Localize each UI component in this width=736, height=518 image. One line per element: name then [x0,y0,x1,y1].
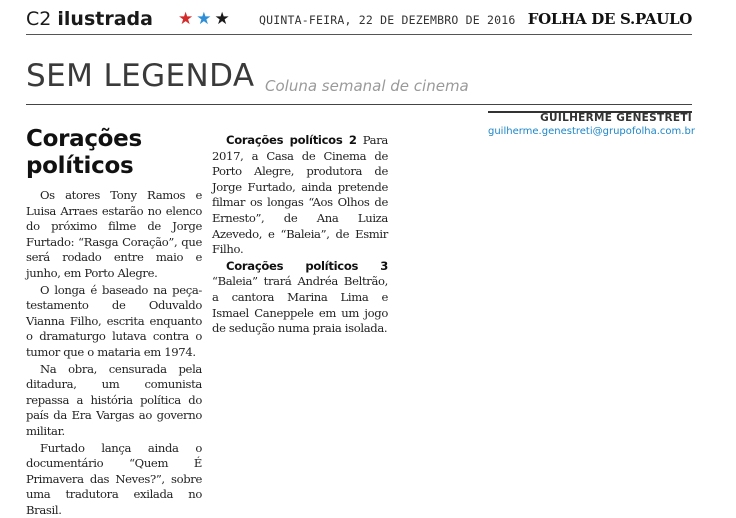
note-lead: Corações políticos 2 [226,133,357,147]
article-column-2 [212,133,388,337]
black-star-icon: ★ [215,9,233,29]
section-stars [178,8,233,30]
red-star-icon: ★ [178,9,196,29]
article-paragraph: Os atores Tony Ramos e Luisa Arraes estarão no elenco do próximo filme de Jorge Furtado: “Rasga Coração”, que será rodado entre maio e junho, em Porto Alegre. [26,188,202,282]
column-subtitle: Coluna semanal de cinema [265,76,469,96]
note-lead: Corações políticos 3 [226,259,388,273]
section-code: C2 [26,8,51,30]
article-headline: Corações políticos [26,126,202,180]
newspaper-logo: FOLHA DE S.PAULO [528,10,692,28]
author-name: GUILHERME GENESTRETI [488,112,692,125]
column-title: SEM LEGENDA [26,58,254,94]
title-divider [26,104,692,105]
author-byline [488,112,692,138]
section-label [26,7,153,31]
article-paragraph: Na obra, censurada pela ditadura, um comunista repassa a história política do país da Era Vargas ao governo militar. [26,362,202,440]
blue-star-icon: ★ [196,9,214,29]
note-text: “Baleia” trará Andréa Beltrão, a cantora Marina Lima e Ismael Caneppele em um jogo de sedução numa praia isolada. [212,274,388,335]
article-paragraph: Furtado lança ainda o documentário “Quem É Primavera das Neves?”, sobre uma tradutora exilada no Brasil. [26,441,202,518]
note-paragraph [212,133,388,258]
section-name: ilustrada [57,8,153,30]
header-divider [26,34,692,35]
page-header [26,7,692,33]
issue-date: QUINTA-FEIRA, 22 DE DEZEMBRO DE 2016 [259,13,515,27]
article-paragraph: O longa é baseado na peça-testamento de Oduvaldo Vianna Filho, escrita enquanto o dramaturgo lutava contra o tumor que o mataria em 1974. [26,283,202,361]
article-column-1 [26,126,202,518]
author-email: guilherme.genestreti@grupofolha.com.br [488,125,692,138]
note-paragraph [212,259,388,337]
note-text: Para 2017, a Casa de Cinema de Porto Alegre, produtora de Jorge Furtado, ainda pretende filmar os longas “Aos Olhos de Ernesto”, de Ana Luiza Azevedo, e “Baleia”, de Esmir Filho. [212,133,388,256]
